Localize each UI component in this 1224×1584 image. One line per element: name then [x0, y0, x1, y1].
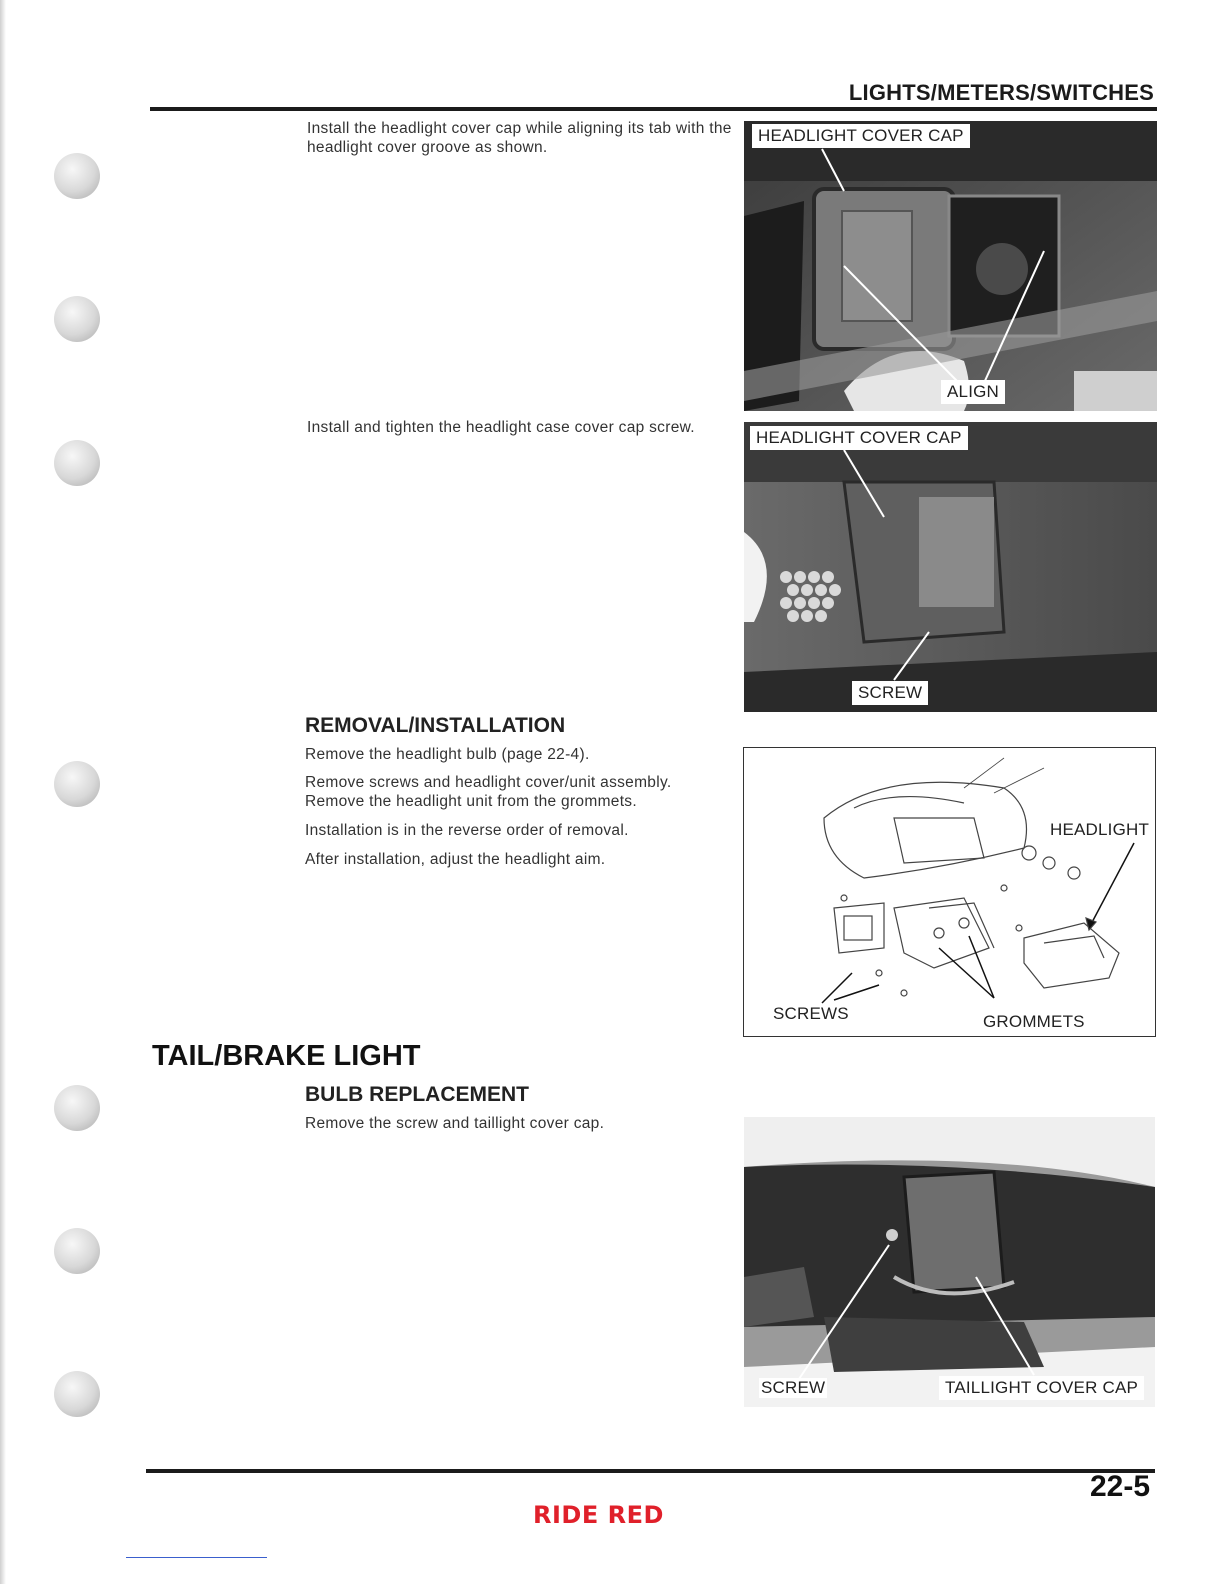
- binder-hole: [54, 296, 100, 342]
- footer-brand: RIDE RED: [533, 1501, 664, 1529]
- diagram-drawing: [744, 748, 1155, 1036]
- callout-lines: [744, 1117, 1155, 1407]
- callout-lines: [744, 121, 1157, 411]
- footer-rule: [146, 1469, 1155, 1473]
- removal-line-1: Remove the headlight bulb (page 22-4).: [305, 746, 590, 763]
- heading-tail-brake-light: TAIL/BRAKE LIGHT: [152, 1040, 421, 1072]
- label-headlight: HEADLIGHT: [1050, 820, 1150, 839]
- label-headlight-cover-cap: HEADLIGHT COVER CAP: [750, 426, 968, 450]
- figure-headlight-cover-cap-screw: [744, 422, 1157, 712]
- label-screw: SCREW: [761, 1378, 826, 1397]
- removal-line-3: Installation is in the reverse order of removal.: [305, 822, 629, 839]
- label-taillight-cover-cap: TAILLIGHT COVER CAP: [939, 1376, 1144, 1400]
- bottom-link-underline: [126, 1557, 267, 1558]
- binder-hole: [54, 1371, 100, 1417]
- figure-taillight-cover-cap: [744, 1117, 1155, 1407]
- binder-hole: [54, 761, 100, 807]
- taillight-step: Remove the screw and taillight cover cap.: [305, 1115, 605, 1132]
- callout-lines: [744, 422, 1157, 712]
- label-grommets: GROMMETS: [983, 1012, 1085, 1031]
- binder-hole: [54, 153, 100, 199]
- label-headlight-cover-cap: HEADLIGHT COVER CAP: [752, 124, 970, 148]
- label-align: ALIGN: [941, 380, 1005, 404]
- label-screw: SCREW: [852, 681, 928, 705]
- page-number: 22-5: [1089, 1470, 1150, 1503]
- heading-removal-installation: REMOVAL/INSTALLATION: [305, 714, 566, 737]
- header-rule: [150, 107, 1157, 111]
- binder-hole: [54, 440, 100, 486]
- step-cover-cap-install: Install the headlight cover cap while aligning its tab with the headlight cover groove as shown.: [307, 120, 732, 156]
- figure-headlight-exploded-diagram: [743, 747, 1156, 1037]
- step-cover-cap-screw: Install and tighten the headlight case cover cap screw.: [307, 419, 695, 436]
- removal-line-2: Remove screws and headlight cover/unit assembly. Remove the headlight unit from the grommets.: [305, 774, 672, 810]
- page-edge: [0, 0, 6, 1584]
- removal-line-4: After installation, adjust the headlight aim.: [305, 851, 606, 868]
- label-screws: SCREWS: [773, 1004, 849, 1023]
- section-title: LIGHTS/METERS/SWITCHES: [848, 80, 1154, 105]
- binder-hole: [54, 1085, 100, 1131]
- heading-bulb-replacement: BULB REPLACEMENT: [305, 1083, 529, 1106]
- figure-headlight-cover-cap-align: [744, 121, 1157, 411]
- binder-hole: [54, 1228, 100, 1274]
